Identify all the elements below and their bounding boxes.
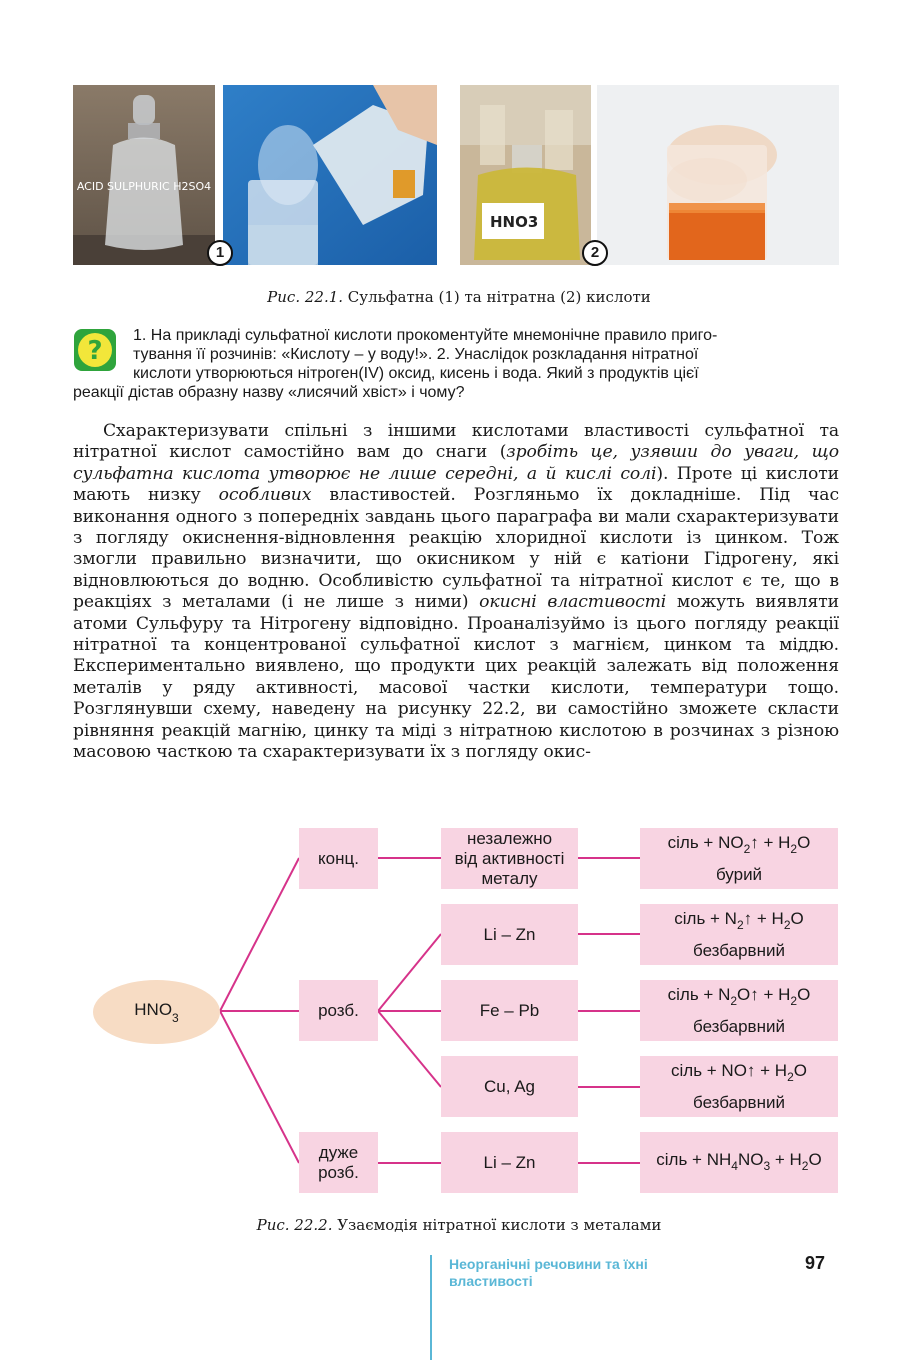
formula-sub: 2 xyxy=(743,841,751,856)
figure-badge-1: 1 xyxy=(207,240,233,266)
formula-sub: 2 xyxy=(801,1158,809,1173)
question-line-1: 1. На прикладі сульфатної кислоти прокоментуйте мнемонічне правило приго- xyxy=(133,327,718,344)
metals-label: Li – Zn xyxy=(483,1152,536,1172)
gas-color: безбарвний xyxy=(693,1016,785,1036)
footer-divider xyxy=(430,1255,432,1360)
hno3-label-text: HNO3 xyxy=(490,213,539,231)
body-run: Схарактеризувати спільні з іншими кислотами властивості сульфатної та нітратної кислот самостійно вам до снаги ( xyxy=(73,421,839,463)
node-hno3 xyxy=(93,980,220,1044)
node-metals-cu-ag xyxy=(441,1056,578,1117)
node-product-no2 xyxy=(640,828,838,889)
gas-color: бурий xyxy=(715,864,763,884)
formula-run: сіль + NO↑ + H xyxy=(671,1060,788,1080)
metals-label: Fe – Pb xyxy=(479,1000,540,1020)
formula-run: сіль + NO xyxy=(667,832,744,852)
body-italic: особливих xyxy=(218,485,312,506)
caption-prefix: Рис. 22.2. xyxy=(256,1216,333,1234)
bottle-label-text: ACID SULPHURIC H2SO4 xyxy=(76,180,212,193)
node-dilute xyxy=(299,980,378,1041)
caption-text: Сульфатна (1) та нітратна (2) кислоти xyxy=(343,288,651,306)
formula-run: O xyxy=(808,1149,822,1169)
caption-prefix: Рис. 22.1. xyxy=(267,288,344,306)
body-italic: окисні властивості xyxy=(479,592,667,613)
formula-run: NO xyxy=(737,1149,764,1169)
hno3-subscript: 3 xyxy=(172,1010,179,1025)
node-independent xyxy=(441,828,578,889)
formula-run: O xyxy=(793,1060,807,1080)
formula-run: O xyxy=(797,984,811,1004)
concentrated-label: конц. xyxy=(318,848,359,868)
node-metals-li-zn-2 xyxy=(441,1132,578,1193)
svg-text:?: ? xyxy=(87,336,103,366)
formula-sub: 2 xyxy=(790,841,798,856)
formula-run: сіль + NH xyxy=(656,1149,732,1169)
independent-line-3: металу xyxy=(481,868,538,888)
formula-sub: 2 xyxy=(783,917,791,932)
metals-label: Li – Zn xyxy=(483,924,536,944)
page-number: 97 xyxy=(805,1253,826,1273)
independent-line-1: незалежно xyxy=(466,828,553,848)
very-dilute-line-1: дуже xyxy=(318,1142,359,1162)
body-italic: зробіть це, узявши до уваги, що сульфатна кислота утворює не лише середні, а й кислі солі xyxy=(73,442,839,484)
formula-run: + H xyxy=(770,1149,802,1169)
formula-run: O xyxy=(797,832,811,852)
question-line-4: реакції дістав образну назву «лисячий хвіст» і чому? xyxy=(73,384,465,401)
formula-sub: 4 xyxy=(731,1158,738,1173)
formula-run: ↑ + H xyxy=(750,832,791,852)
question-line-2: тування її розчинів: «Кислоту – у воду!». 2. Унаслідок розкладання нітратної xyxy=(133,346,699,363)
formula-run: O↑ + H xyxy=(737,984,791,1004)
formula-sub: 2 xyxy=(787,1069,794,1084)
formula-run: ↑ + H xyxy=(743,908,784,928)
body-run: властивостей. Розгляньмо їх докладніше. Під час виконання одного з попередніх завдань цього параграфа ви мали схарактеризувати з погляду окиснення-відновлення реакцію хлоридної кислоти із цинком. Тож змогли правильно визначити, що окисником у ній є катіони Гідрогену, які відновлюються до водню. Особливістю сульфатної та нітратної кислот є те, що в реакціях з металами (і не лише з ними) xyxy=(73,485,839,613)
formula-sub: 2 xyxy=(736,917,744,932)
gas-color: безбарвний xyxy=(693,1092,785,1112)
formula-sub: 2 xyxy=(730,993,738,1008)
formula-run: сіль + N xyxy=(674,908,737,928)
node-metals-li-zn xyxy=(441,904,578,965)
formula-sub: 2 xyxy=(790,993,798,1008)
formula-sub: 3 xyxy=(763,1158,771,1173)
node-metals-fe-pb xyxy=(441,980,578,1041)
gas-color: безбарвний xyxy=(693,940,785,960)
body-run: можуть виявляти атоми Сульфуру та Нітрогену відповідно. Проаналізуймо із цього погляду реакції нітратної та концентрованої сульфатної кислот з магнієм, цинком та міддю. Експериментально виявлено, що продукти цих реакцій залежать від положення металів у ряду активності, масової частки кислоти, температури тощо. Розглянувши схему, наведену на рисунку 22.2, ви самостійно зможете скласти рівняння реакцій магнію, цинку та міді з нітратною кислотою в розчинах з різною масовою часткою та схарактеризувати їх з погляду окис- xyxy=(73,592,839,763)
caption-text: Узаємодія нітратної кислоти з металами xyxy=(332,1216,662,1234)
node-product-nh4no3 xyxy=(640,1132,838,1193)
formula-run: сіль + N xyxy=(667,984,731,1004)
node-product-n2o xyxy=(640,980,838,1041)
footer-section-title: Неорганічні речовини та їхні властивості xyxy=(449,1256,648,1289)
node-product-no xyxy=(640,1056,838,1117)
hno3-text: HNO xyxy=(134,999,173,1019)
node-concentrated xyxy=(299,828,378,889)
node-product-n2 xyxy=(640,904,838,965)
figure-caption-22-2 xyxy=(0,1216,918,1234)
independent-line-2: від активності xyxy=(454,848,565,868)
body-run: ). Проте ці кислоти мають низку xyxy=(73,463,839,506)
figure-badge-2: 2 xyxy=(582,240,608,266)
question-line-3: кислоти утворюються нітроген(IV) оксид, кисень і вода. Який з продуктів цієї xyxy=(133,365,699,382)
dilute-label: розб. xyxy=(318,1000,359,1020)
very-dilute-line-2: розб. xyxy=(318,1162,359,1182)
node-very-dilute xyxy=(299,1132,378,1193)
metals-label: Cu, Ag xyxy=(483,1076,536,1096)
formula-run: O xyxy=(790,908,804,928)
